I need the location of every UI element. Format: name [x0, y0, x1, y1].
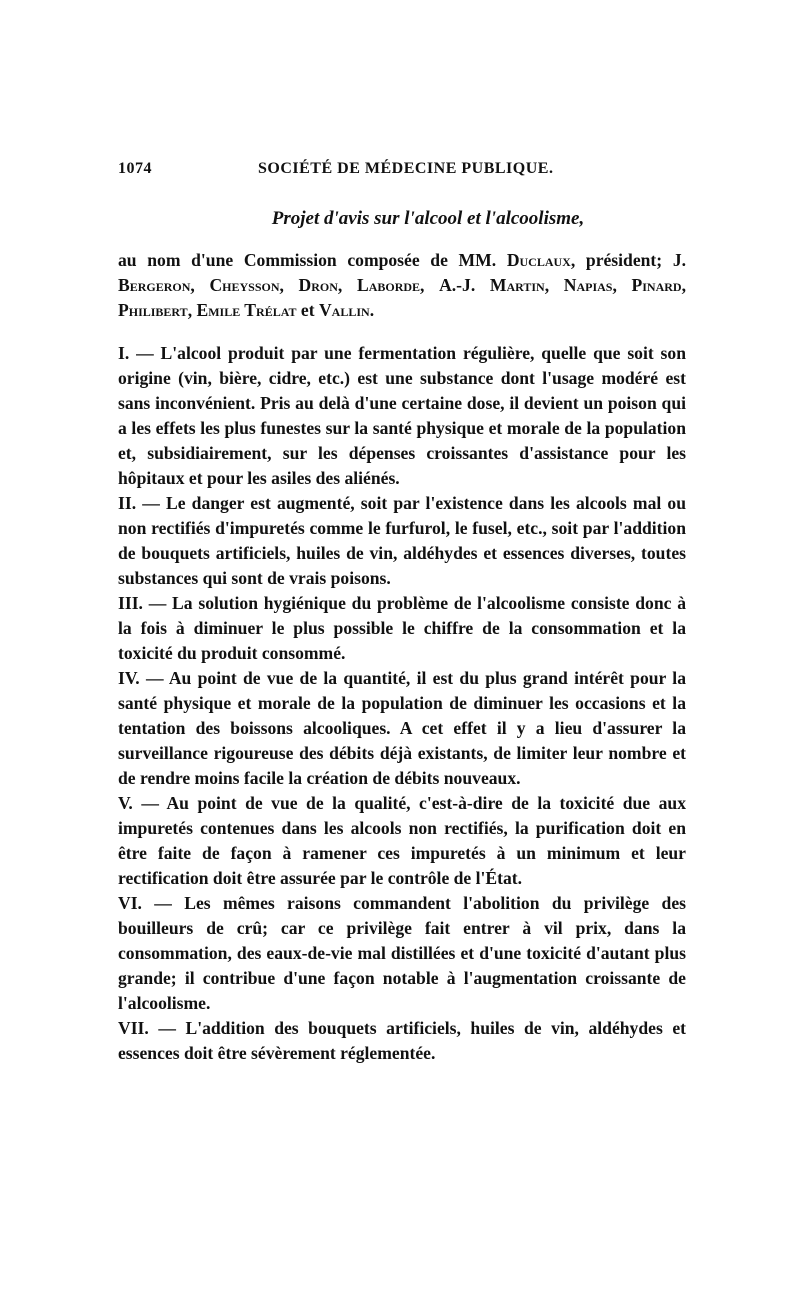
article-paragraph: V. — Au point de vue de la qualité, c'est-à-dire de la toxicité due aux impuretés contenues dans les alcools non rectifiés, la purification doit en être faite de façon à ramener ces impuretés à un minimum et leur rectification doit être assurée par le contrôle de l'État.: [118, 792, 686, 888]
commission-paragraph: au nom d'une Commission composée de MM. Duclaux, président; J. Bergeron, Cheysson, Dron, Laborde, A.-J. Martin, Napias, Pinard, Philibert, Emile Trélat et Vallin.: [118, 250, 687, 320]
commission-end: .: [369, 300, 375, 320]
document-title: Projet d'avis sur l'alcool et l'alcoolisme,: [271, 208, 585, 229]
commission-member: Emile Trélat: [196, 300, 297, 320]
commission-member: A.-J. Martin: [439, 275, 545, 295]
commission-member: Vallin: [318, 300, 370, 320]
commission-member: Cheysson: [209, 275, 280, 295]
article-paragraph: I. — L'alcool produit par une fermentation régulière, quelle que soit son origine (vin, bière, cidre, etc.) est une substance dont l'usage modéré est sans inconvénient. Pris au delà d'une certaine dose, il devient un poison qui a les effets les plus funestes sur la santé physique et morale de la population et, subsidiairement, sur les dépenses croissantes d'assistance pour les hôpitaux et pour les asiles des aliénés.: [118, 342, 686, 488]
commission-member: Dron: [298, 275, 338, 295]
page-number: 1074: [118, 160, 152, 177]
commission-intro: au nom d'une Commission composée de MM.: [118, 250, 497, 270]
article-paragraph: III. — La solution hygiénique du problème de l'alcoolisme consiste donc à la fois à diminuer le plus possible le chiffre de la consommation et la toxicité du produit consommé.: [118, 592, 686, 663]
commission-member: Philibert: [118, 300, 188, 320]
article-paragraph: VII. — L'addition des bouquets artificiels, huiles de vin, aldéhydes et essences doit être sévèrement réglementée.: [118, 1017, 686, 1063]
article-paragraph: VI. — Les mêmes raisons commandent l'abolition du privilège des bouilleurs de crû; car ce privilège fait entrer à vil prix, dans la consommation, des eaux-de-vie mal distillées et d'une toxicité d'autant plus grande; il contribue d'une façon notable à l'augmentation croissante de l'alcoolisme.: [118, 892, 686, 1013]
commission-member: J. Bergeron: [118, 250, 687, 295]
commission-conjunction: et: [296, 300, 319, 320]
commission-member: Pinard: [631, 275, 682, 295]
commission-member: Napias: [563, 275, 613, 295]
article-paragraph: II. — Le danger est augmenté, soit par l'existence dans les alcools mal ou non rectifiés d'impuretés comme le furfurol, le fusel, etc., soit par l'addition de bouquets artificiels, huiles de vin, aldéhydes et essences diverses, toutes substances qui sont de vrais poisons.: [118, 492, 686, 588]
commission-member: Laborde: [356, 275, 421, 295]
running-head: SOCIÉTÉ DE MÉDECINE PUBLIQUE.: [258, 160, 554, 177]
commission-president: Duclaux: [506, 250, 571, 270]
commission-president-role: , président;: [570, 250, 663, 270]
page-header: [118, 150, 686, 180]
document-page: [118, 150, 686, 1066]
article-paragraph: IV. — Au point de vue de la quantité, il est du plus grand intérêt pour la santé physique et morale de la population de diminuer les occasions et la tentation des boissons alcooliques. A cet effet il y a lieu d'assurer la surveillance rigoureuse des débits déjà existants, de limiter leur nombre et de rendre moins facile la création de débits nouveaux.: [118, 667, 686, 788]
